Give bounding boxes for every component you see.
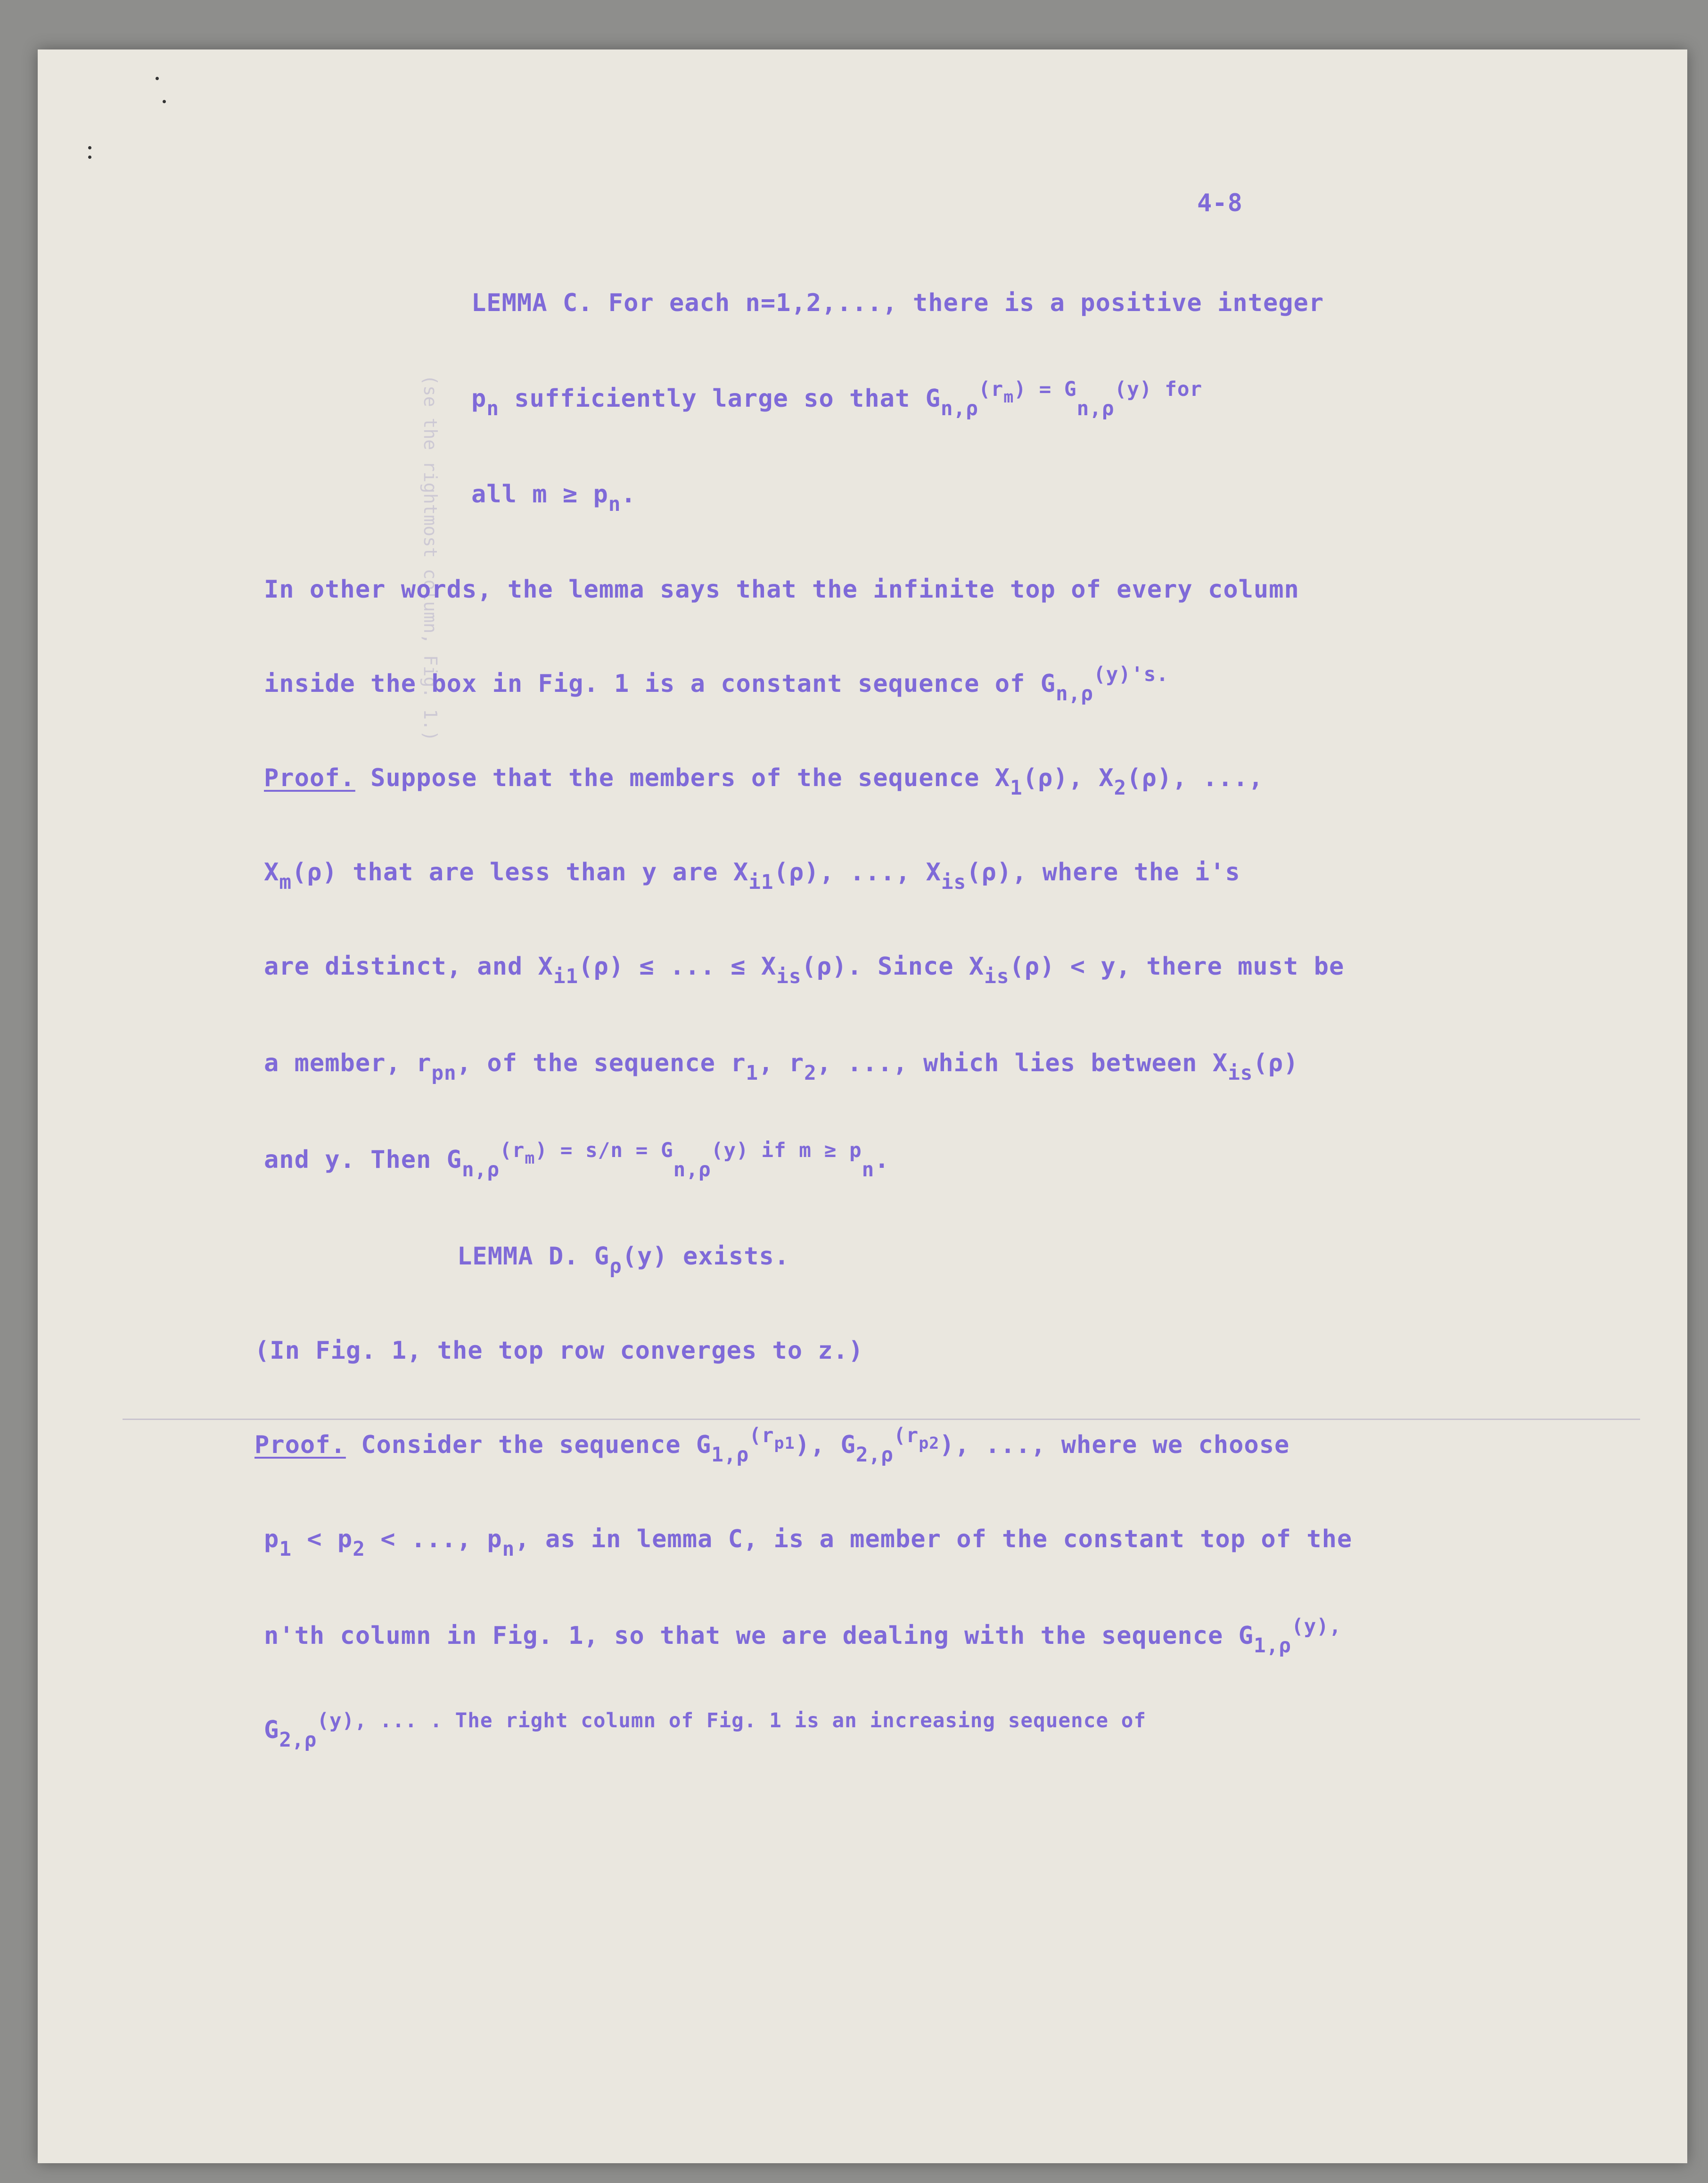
lemma-c-line-3: all $m \ge p_n$.: [471, 480, 636, 516]
proof-line-8: are distinct, and $X_{i1}(\rho)$ ≤ ... ≤ $X_{is}(\rho)$. Since $X_{is}(\rho) < y$, there must be: [264, 952, 1345, 988]
proof-line-10: and y. Then $G_{n,\rho}^{(r_m) = s/n = G}_{n,\rho}^{(y) if m \ge p}_n$.: [264, 1138, 890, 1182]
proof-line-13: Proof. Consider the sequence $G_{1,\rho}^{(r_{p1}}$), $G_{2,\rho}^{(r_{p2}}$), ..., where we choose: [255, 1423, 1290, 1467]
margin-speck: [88, 146, 91, 149]
show-through-text: (se the rightmost column, Fig. 1.): [420, 375, 441, 741]
faint-rule: [123, 1419, 1640, 1420]
proof-line-7: $X_m(\rho)$ that are less than y are $X_{i1}(\rho)$, ..., $X_{is}(\rho)$, where the i's: [264, 858, 1240, 894]
paper-sheet: [38, 49, 1687, 2163]
proof-label-2: Proof.: [255, 1431, 346, 1459]
proof-line-15: n'th column in Fig. 1, so that we are dealing with the sequence $G_{1,\rho}^{(y),}$: [264, 1614, 1342, 1658]
paragraph-line-4: In other words, the lemma says that the infinite top of every column: [264, 575, 1299, 604]
lemma-c-line-2: $p_n$ sufficiently large so that $G_{n,\rho}^{(r_m) = G}_{n,\rho}^{(y) for}$: [471, 377, 1203, 420]
proof-label: Proof.: [264, 764, 355, 792]
lemma-d-line: LEMMA D. $G_\rho(y)$ exists.: [457, 1242, 790, 1278]
proof-line-6: Proof. Suppose that the members of the sequence $X_1(\rho)$, $X_2(\rho)$, ...,: [264, 764, 1264, 800]
margin-speck: [156, 77, 159, 80]
proof-line-14: $p_1 < p_2$ < ..., $p_n$, as in lemma C, is a member of the constant top of the: [264, 1525, 1353, 1561]
proof-line-16: $G_{2,\rho}^{(y), ... . The right column of Fig. 1 is an increasing sequence of}$: [264, 1708, 1147, 1752]
lemma-c-line-1: LEMMA C. For each n=1,2,..., there is a positive integer: [471, 289, 1324, 317]
page-number: 4-8: [1197, 189, 1243, 217]
margin-speck: [163, 100, 166, 103]
margin-speck: [88, 156, 91, 159]
proof-line-9: a member, $r_{pn}$, of the sequence $r_1$, $r_2$, ..., which lies between $X_{is}(\rho)$: [264, 1049, 1299, 1085]
fig-note-line: (In Fig. 1, the top row converges to z.): [255, 1337, 864, 1365]
paragraph-line-5: inside the box in Fig. 1 is a constant sequence of $G_{n,\rho}^{(y)'s.}$: [264, 662, 1169, 706]
